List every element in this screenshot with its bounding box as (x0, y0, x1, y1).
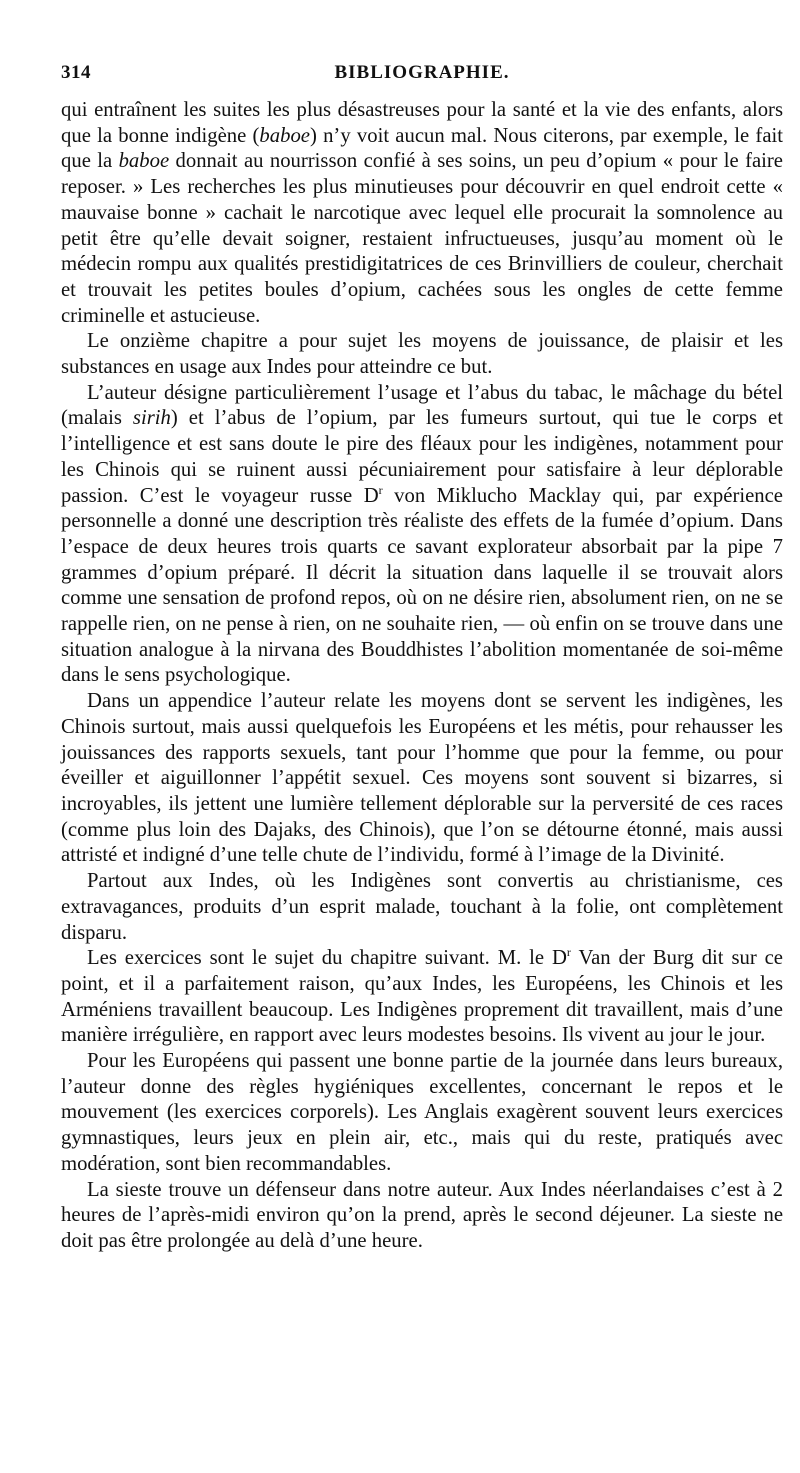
paragraph-6 (61, 946, 783, 1049)
paragraph-1-text-b: ) n’y voit aucun mal. Nous citerons, par exemple, le fait que la (61, 124, 783, 173)
running-head (61, 58, 783, 88)
paragraph-1-term-baboe-2: baboe (118, 150, 170, 173)
paragraph-8: La sieste trouve un défenseur dans notre auteur. Aux Indes néerlandaises c’est à 2 heures de l’après-midi environ qu’on la prend, après le second déjeuner. La sieste ne doit pas être prolongée au delà d’une heure. (61, 1178, 783, 1252)
paragraph-7: Pour les Européens qui passent une bonne partie de la journée dans leurs bureaux, l’auteur donne des règles hygiéniques excellentes, concernant le repos et le mouvement (les exercices corporels). Les Anglais exagèrent souvent leurs exercices gymnastiques, leurs jeux en plein air, etc., mais qui du reste, pratiqués avec modération, sont bien recommandables. (61, 1050, 783, 1175)
page-number: 314 (61, 62, 91, 83)
paragraph-2: Le onzième chapitre a pour sujet les moyens de jouissance, de plaisir et les substances en usage aux Indes pour atteindre ce but. (61, 330, 783, 379)
running-title: BIBLIOGRAPHIE. (334, 62, 510, 83)
paragraph-3-text-c: von Miklucho Macklay qui, par expérience personnelle a donné une description très réaliste des effets de la fumée d’opium. Dans l’espace de deux heures trois quarts ce savant explorateur absorbait par la pipe 7 grammes d’opium préparé. Il décrit la situation dans laquelle il se trouvait alors comme une sensation de profond repos, où on ne désire rien, absolument rien, on ne se rappelle rien, on ne pense à rien, on ne souhaite rien, — où enfin on se trouve dans une situation analogue à la nirvana des Bouddhistes l’abolition momentanée de soi-même dans le sens psychologique. (61, 484, 783, 687)
paragraph-1-text-c: donnait au nourrisson confié à ses soins, un peu d’opium « pour le faire reposer. » Les recherches les plus minutieuses pour découvrir en quel endroit cette « mauvaise bonne » cachait le narcotique avec lequel elle procurait la somnolence au petit être qu’elle devait soigner, restaient infructueuses, jusqu’au moment où le médecin rompu aux qualités prestidigitatrices de ces Brinvilliers de couleur, cherchait et trouvait les petites boules d’opium, cachées sous les ongles de cette femme criminelle et astucieuse. (61, 150, 783, 327)
paragraph-6-superscript: r (566, 945, 571, 960)
paragraph-3-superscript: r (378, 482, 383, 497)
body-text (61, 98, 783, 1255)
paragraph-6-text-a: Les exercices sont le sujet du chapitre suivant. M. le D (87, 947, 567, 970)
paragraph-3-text-a: L’auteur désigne particulièrement l’usage et l’abus du tabac, le mâchage du bétel (malais (61, 381, 783, 430)
paragraph-6-text-b: Van der Burg dit sur ce point, et il a parfaitement raison, qu’aux Indes, les Européens, les Chinois et les Arméniens travaillent beaucoup. Les Indigènes proprement dit travaillent, mais d’une manière irrégulière, en rapport avec leurs modestes besoins. Ils vivent au jour le jour. (61, 947, 783, 1047)
paragraph-1-term-baboe: baboe (259, 124, 310, 147)
paragraph-1-text-a: qui entraînent les suites les plus désastreuses pour la santé et la vie des enfants, alors que la bonne indigène ( (61, 99, 783, 147)
page (61, 58, 783, 1255)
paragraph-3 (61, 381, 783, 689)
paragraph-3-text-b: ) et l’abus de l’opium, par les fumeurs surtout, qui tue le corps et l’intelligence et est sans doute le pire des fléaux pour les indigènes, notamment pour les Chinois qui se ruinent aussi pécuniairement pour satisfaire à leur déplorable passion. C’est le voyageur russe D (61, 407, 783, 507)
paragraph-3-term-sirih: sirih (132, 407, 171, 430)
paragraph-5: Partout aux Indes, où les Indigènes sont convertis au christianisme, ces extravagances, produits d’un esprit malade, touchant à la folie, ont complètement disparu. (61, 870, 783, 944)
paragraph-1 (61, 98, 783, 329)
paragraph-4: Dans un appendice l’auteur relate les moyens dont se servent les indigènes, les Chinois surtout, mais aussi quelquefois les Européens et les métis, pour rehausser les jouissances des rapports sexuels, tant pour l’homme que pour la femme, ou pour éveiller et aiguillonner l’appétit sexuel. Ces moyens sont souvent si bizarres, si incroyables, ils jettent une lumière tellement déplorable sur la perversité de ces races (comme plus loin des Dajaks, des Chinois), que l’on se détourne étonné, mais aussi attristé et indigné d’une telle chute de l’individu, formé à l’image de la Divinité. (61, 690, 783, 867)
